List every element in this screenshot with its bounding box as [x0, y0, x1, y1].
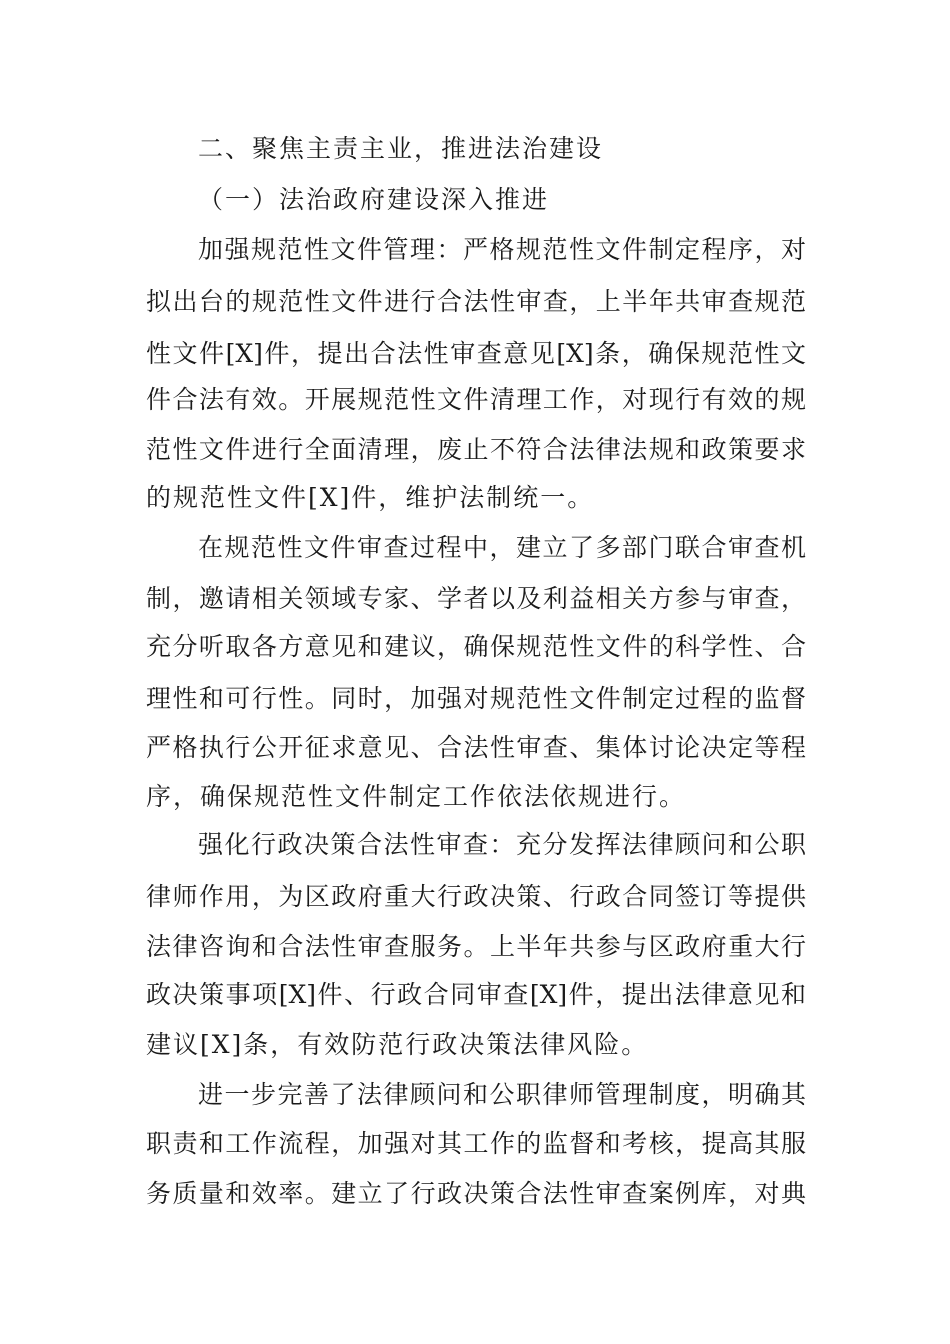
paragraph-3-line-2: 律师作用，为区政府重大行政决策、行政合同签订等提供: [146, 882, 806, 911]
paragraph-4-line-1: 进一步完善了法律顾问和公职律师管理制度，明确其: [198, 1080, 806, 1109]
paragraph-1-line-2: 拟出台的规范性文件进行合法性审查，上半年共审查规范: [146, 287, 806, 316]
paragraph-2-line-2: 制，邀请相关领域专家、学者以及利益相关方参与审查，: [146, 584, 806, 613]
paragraph-2-line-1: 在规范性文件审查过程中，建立了多部门联合审查机: [198, 533, 806, 562]
paragraph-2-line-6: 序，确保规范性文件制定工作依法依规进行。: [146, 782, 687, 811]
paragraph-1-line-1: 加强规范性文件管理：严格规范性文件制定程序，对: [198, 235, 806, 264]
paragraph-3-line-1: 强化行政决策合法性审查：充分发挥法律顾问和公职: [198, 830, 806, 859]
paragraph-1-line-4: 件合法有效。开展规范性文件清理工作，对现行有效的规: [146, 385, 806, 414]
paragraph-2-line-5: 严格执行公开征求意见、合法性审查、集体讨论决定等程: [146, 733, 806, 762]
paragraph-3-line-3: 法律咨询和合法性审查服务。上半年共参与区政府重大行: [146, 932, 806, 961]
paragraph-1-line-6: 的规范性文件[X]件，维护法制统一。: [146, 483, 595, 512]
paragraph-3-line-5: 建议[X]条，有效防范行政决策法律风险。: [146, 1030, 649, 1059]
paragraph-2-line-3: 充分听取各方意见和建议，确保规范性文件的科学性、合: [146, 632, 806, 661]
paragraph-2-line-4: 理性和可行性。同时，加强对规范性文件制定过程的监督: [146, 684, 806, 713]
section-heading: 二、聚焦主责主业，推进法治建设: [198, 134, 604, 163]
section-subheading: （一）法治政府建设深入推进: [198, 185, 550, 214]
paragraph-1-line-3: 性文件[X]件，提出合法性审查意见[X]条，确保规范性文: [146, 339, 806, 368]
paragraph-3-line-4: 政决策事项[X]件、行政合同审查[X]件，提出法律意见和: [146, 980, 806, 1009]
paragraph-4-line-2: 职责和工作流程，加强对其工作的监督和考核，提高其服: [146, 1129, 806, 1158]
paragraph-1-line-5: 范性文件进行全面清理，废止不符合法律法规和政策要求: [146, 435, 806, 464]
paragraph-4-line-3: 务质量和效率。建立了行政决策合法性审查案例库，对典: [146, 1179, 806, 1208]
